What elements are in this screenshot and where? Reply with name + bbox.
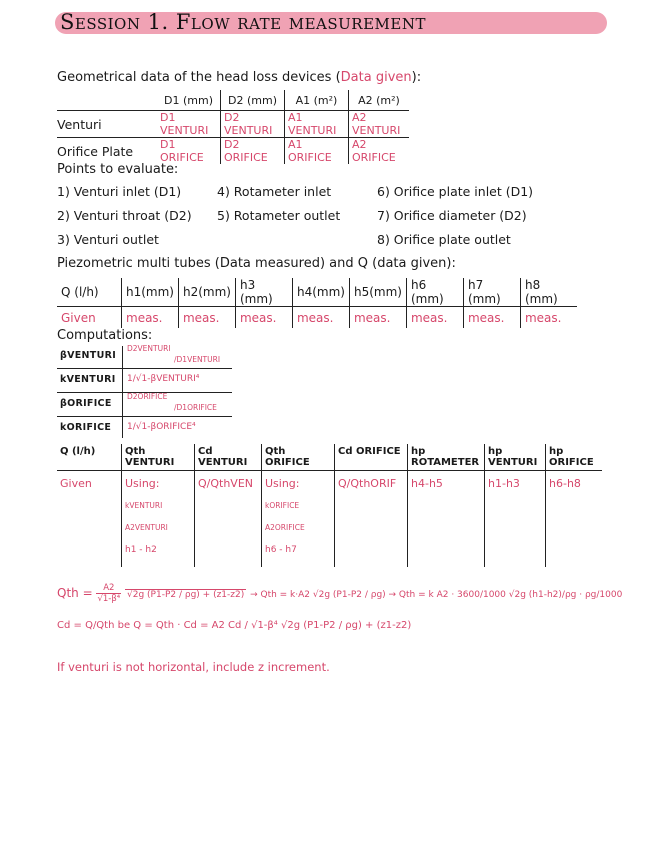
piezo-value: meas. <box>463 307 520 329</box>
geom-cell: D2 ORIFICE <box>221 138 285 165</box>
param-name: βORIFICE <box>60 398 112 409</box>
results-cell <box>335 471 408 567</box>
param-num: D2VENTURI <box>127 344 171 353</box>
formula-den: √1-β⁴ <box>97 594 121 604</box>
piezo-col: h8 (mm) <box>520 278 577 307</box>
param-row <box>57 394 232 417</box>
geom-cell: A1 ORIFICE <box>285 138 349 165</box>
geom-cell: A2 ORIFICE <box>352 138 396 164</box>
results-cell <box>262 471 335 567</box>
param-expr: 1/√1-βVENTURI⁴ <box>127 374 200 384</box>
geom-heading-pink: Data given <box>340 70 412 85</box>
results-cell <box>408 471 485 567</box>
results-col: hp ROTAMETER <box>408 444 485 471</box>
results-line: Given <box>60 477 92 490</box>
piezo-col: h2(mm) <box>178 278 235 307</box>
piezo-value: meas. <box>349 307 406 329</box>
piezo-heading: Piezometric multi tubes (Data measured) and Q (data given): <box>57 256 456 271</box>
param-row <box>57 370 232 393</box>
geom-heading <box>57 70 421 85</box>
point-item: 2) Venturi throat (D2) <box>57 208 192 223</box>
results-line: kORIFICE <box>265 501 300 510</box>
results-col: Q (l/h) <box>57 444 122 471</box>
results-cell <box>546 471 603 567</box>
points-heading: Points to evaluate: <box>57 162 179 177</box>
geom-cell: A2 VENTURI <box>352 111 401 137</box>
geom-cell: A1 VENTURI <box>285 111 349 138</box>
param-expr: 1/√1-βORIFICE⁴ <box>127 422 196 432</box>
param-name: kVENTURI <box>60 374 116 385</box>
results-col: Qth ORIFICE <box>262 444 335 471</box>
geom-cell: D1 VENTURI <box>157 111 221 138</box>
param-name: βVENTURI <box>60 350 117 361</box>
point-item: 3) Venturi outlet <box>57 232 159 247</box>
geom-col-d1: D1 (mm) <box>157 90 221 111</box>
results-col: Qth VENTURI <box>122 444 195 471</box>
formula-qth-left: Qth = <box>57 586 93 600</box>
results-line: Q/QthVEN <box>198 477 254 490</box>
results-line: Using: <box>125 477 160 490</box>
geom-row-venturi: Venturi <box>57 116 102 132</box>
formula-num: A2 <box>96 583 121 594</box>
formula-qth-derivation: → Qth = k·A2 √2g (P1-P2 / ρg) → Qth = k A2 · 3600/1000 √2g (h1-h2)/ρg · ρg/1000 <box>250 590 623 600</box>
results-line: h1-h3 <box>488 477 520 490</box>
results-cell <box>485 471 546 567</box>
results-line: h1 - h2 <box>125 545 157 555</box>
piezo-col: h4(mm) <box>292 278 349 307</box>
piezo-value: meas. <box>178 307 235 329</box>
piezo-col: h6 (mm) <box>406 278 463 307</box>
param-den: /D1ORIFICE <box>174 403 217 412</box>
piezo-value: meas. <box>292 307 349 329</box>
point-item: 7) Orifice diameter (D2) <box>377 208 527 223</box>
piezo-col: h3 (mm) <box>235 278 292 307</box>
geom-row-orifice: Orifice Plate <box>57 143 134 159</box>
piezo-value: meas. <box>524 310 562 325</box>
param-num: D2ORIFICE <box>127 392 168 401</box>
piezo-value: Given <box>57 307 122 329</box>
point-item: 6) Orifice plate inlet (D1) <box>377 184 534 199</box>
results-cell <box>122 471 195 567</box>
geom-heading-text: Geometrical data of the head loss devices ( <box>57 70 341 85</box>
piezo-col: h1(mm) <box>122 278 179 307</box>
results-line: Using: <box>265 477 300 490</box>
param-den: /D1VENTURI <box>174 355 221 364</box>
results-table <box>57 444 602 567</box>
point-item: 1) Venturi inlet (D1) <box>57 184 182 199</box>
results-line: h4-h5 <box>411 477 443 490</box>
results-line: A2VENTURI <box>125 523 168 532</box>
piezo-value: meas. <box>406 307 463 329</box>
point-item: 5) Rotameter outlet <box>217 208 341 223</box>
piezo-col: h7 (mm) <box>463 278 520 307</box>
horizontal-note: If venturi is not horizontal, include z increment. <box>57 660 330 674</box>
page-title: Session 1. Flow rate measurement <box>60 10 426 34</box>
results-col: Cd VENTURI <box>195 444 262 471</box>
geom-col-d2: D2 (mm) <box>221 90 285 111</box>
formula-qth-fraction <box>96 583 121 604</box>
formula-qth-root: √2g (P1-P2 / ρg) + (z1-z2) <box>127 590 245 600</box>
geom-heading-end: ): <box>411 70 422 85</box>
formula-cd: Cd = Q/Qth be Q = Qth · Cd = A2 Cd / √1-β⁴ √2g (P1-P2 / ρg) + (z1-z2) <box>57 620 412 631</box>
geom-col-a2: A2 (m²) <box>358 93 400 107</box>
results-line: h6-h8 <box>549 477 581 490</box>
results-col: Cd ORIFICE <box>335 444 408 471</box>
computations-heading: Computations: <box>57 328 153 343</box>
param-row <box>57 346 232 369</box>
piezo-col: h5(mm) <box>349 278 406 307</box>
results-cell <box>195 471 262 567</box>
piezo-value: meas. <box>235 307 292 329</box>
results-col: hp ORIFICE <box>546 444 603 471</box>
point-item: 8) Orifice plate outlet <box>377 232 511 247</box>
params-divider <box>122 346 123 438</box>
geom-col-a1: A1 (m²) <box>285 90 349 111</box>
param-name: kORIFICE <box>60 422 112 433</box>
piezo-table <box>57 278 577 328</box>
point-item: 4) Rotameter inlet <box>217 184 332 199</box>
param-row <box>57 418 232 440</box>
results-line: kVENTURI <box>125 501 163 510</box>
results-col: hp VENTURI <box>485 444 546 471</box>
piezo-value: meas. <box>122 307 179 329</box>
results-line: h6 - h7 <box>265 545 297 555</box>
results-cell <box>57 471 122 567</box>
geom-table <box>57 90 409 164</box>
results-line: Q/QthORIF <box>338 477 397 490</box>
piezo-col: Q (l/h) <box>57 278 122 307</box>
geom-cell: D2 VENTURI <box>221 111 285 138</box>
formula-qth <box>57 583 622 604</box>
geom-cell: D1 ORIFICE <box>157 138 221 165</box>
results-line: A2ORIFICE <box>265 523 305 532</box>
